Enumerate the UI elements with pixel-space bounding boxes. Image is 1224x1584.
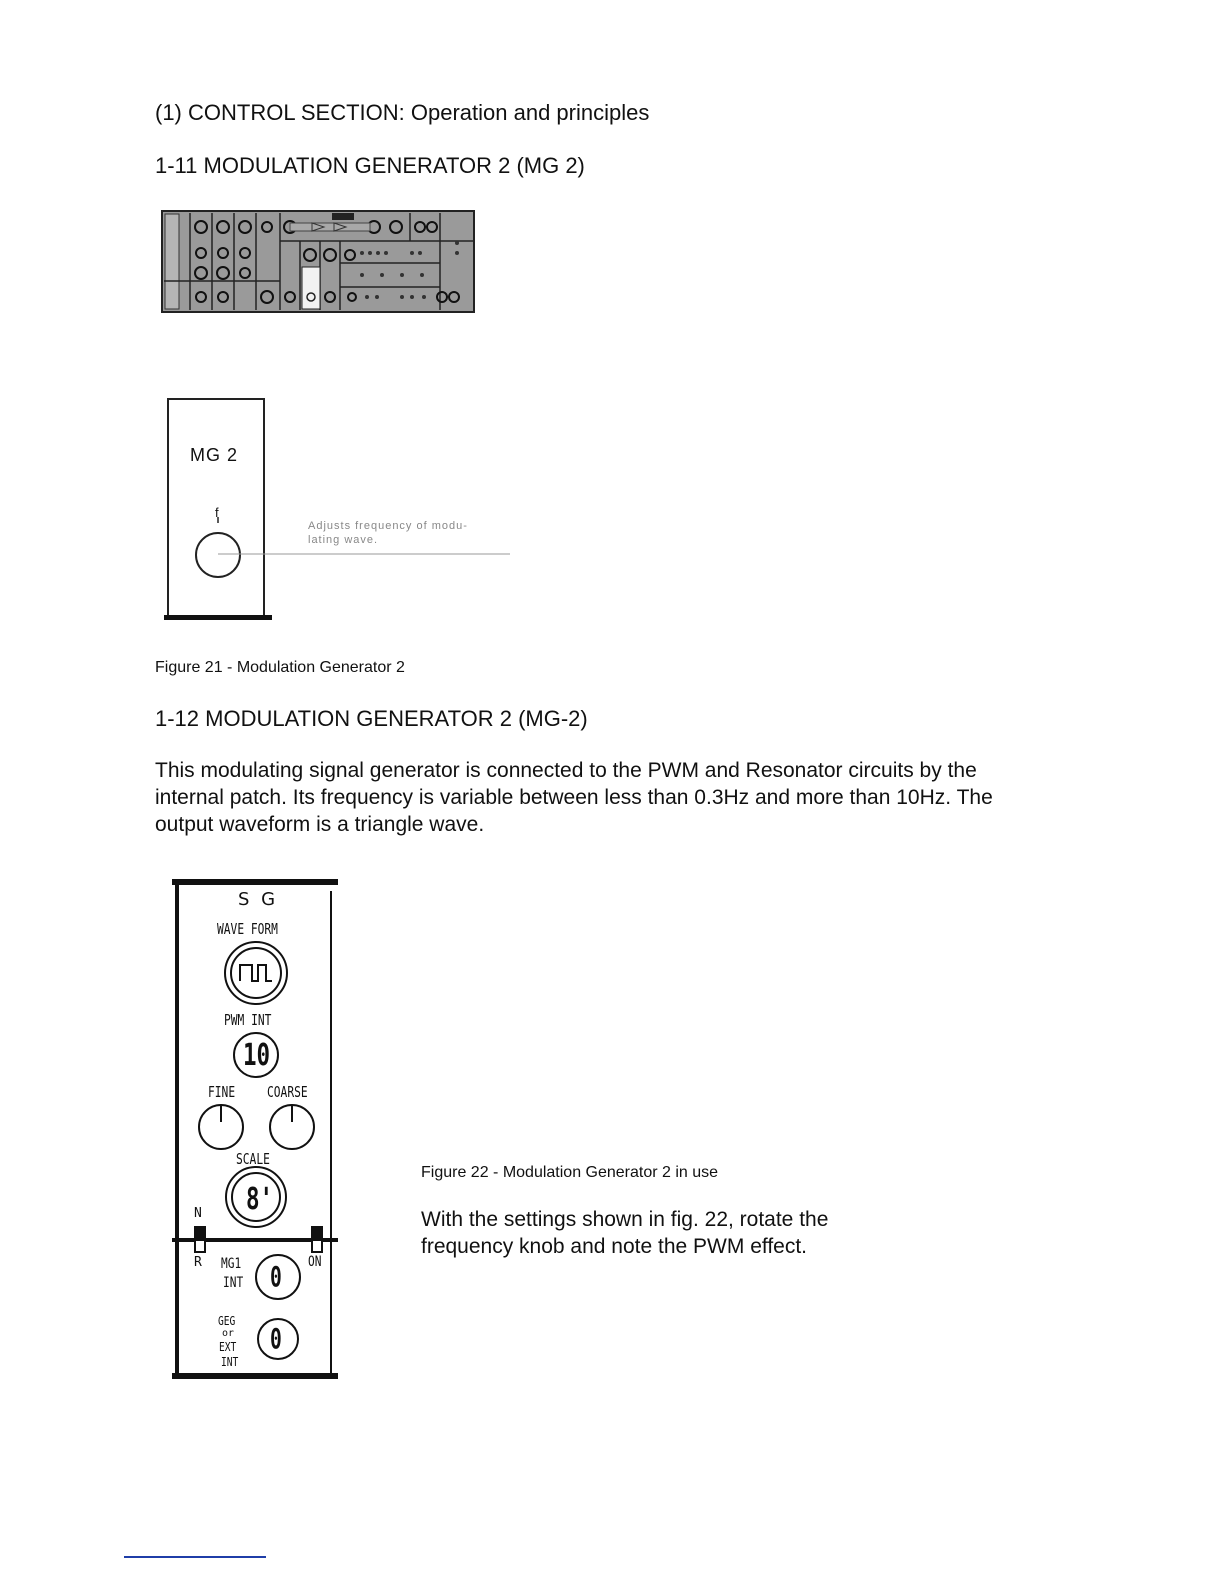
figure-22-caption: Figure 22 - Modulation Generator 2 in use: [421, 1164, 719, 1181]
switch-on-label: ON: [308, 1254, 322, 1270]
coarse-label: COARSE: [267, 1083, 308, 1101]
mg2-panel-diagram: [160, 395, 520, 627]
mg2-panel-label: MG 2: [190, 445, 239, 465]
pwm-int-label: PWM INT: [224, 1011, 272, 1029]
subsection-title: 1-11 MODULATION GENERATOR 2 (MG 2): [155, 153, 585, 178]
section-1-12-title: 1-12 MODULATION GENERATOR 2 (MG-2): [155, 706, 588, 731]
sg-panel-title: S G: [238, 889, 279, 910]
figure-21-caption: Figure 21 - Modulation Generator 2: [155, 659, 405, 676]
fine-label: FINE: [208, 1083, 236, 1101]
scale-label: SCALE: [236, 1150, 270, 1168]
mg1-int-value: 0: [270, 1260, 282, 1293]
section-title: (1) CONTROL SECTION: Operation and principles: [155, 100, 650, 125]
switch-r-label: R: [194, 1255, 202, 1270]
ext-label: EXT: [219, 1340, 237, 1354]
scale-value: 8': [246, 1182, 274, 1217]
annotation-line-2: lating wave.: [308, 534, 379, 546]
sg-panel-diagram: [170, 877, 345, 1383]
annotation-line-1: Adjusts frequency of modu-: [308, 520, 468, 532]
geg-value: 0: [270, 1322, 282, 1355]
frequency-knob-label: f: [215, 505, 219, 520]
mg1-label: MG1: [221, 1256, 242, 1272]
mg1-int-label: INT: [223, 1275, 244, 1291]
geg-label: GEG: [218, 1314, 236, 1328]
figure-22-instruction: With the settings shown in fig. 22, rotate the frequency knob and note the PWM effect.: [421, 1208, 829, 1258]
switch-n-label: N: [194, 1206, 202, 1221]
section-1-12-paragraph: This modulating signal generator is connected to the PWM and Resonator circuits by the internal patch. Its frequency is variable between less than 0.3Hz and more than 10Hz. The output waveform is a triangle wave.: [155, 759, 993, 836]
footer-rule: [124, 1556, 266, 1558]
waveform-label: WAVE FORM: [217, 920, 278, 938]
pwm-int-value: 10: [243, 1038, 271, 1073]
or-label: or: [222, 1328, 235, 1339]
synth-panel-overview: [162, 211, 474, 312]
ext-int-label: INT: [221, 1355, 239, 1369]
